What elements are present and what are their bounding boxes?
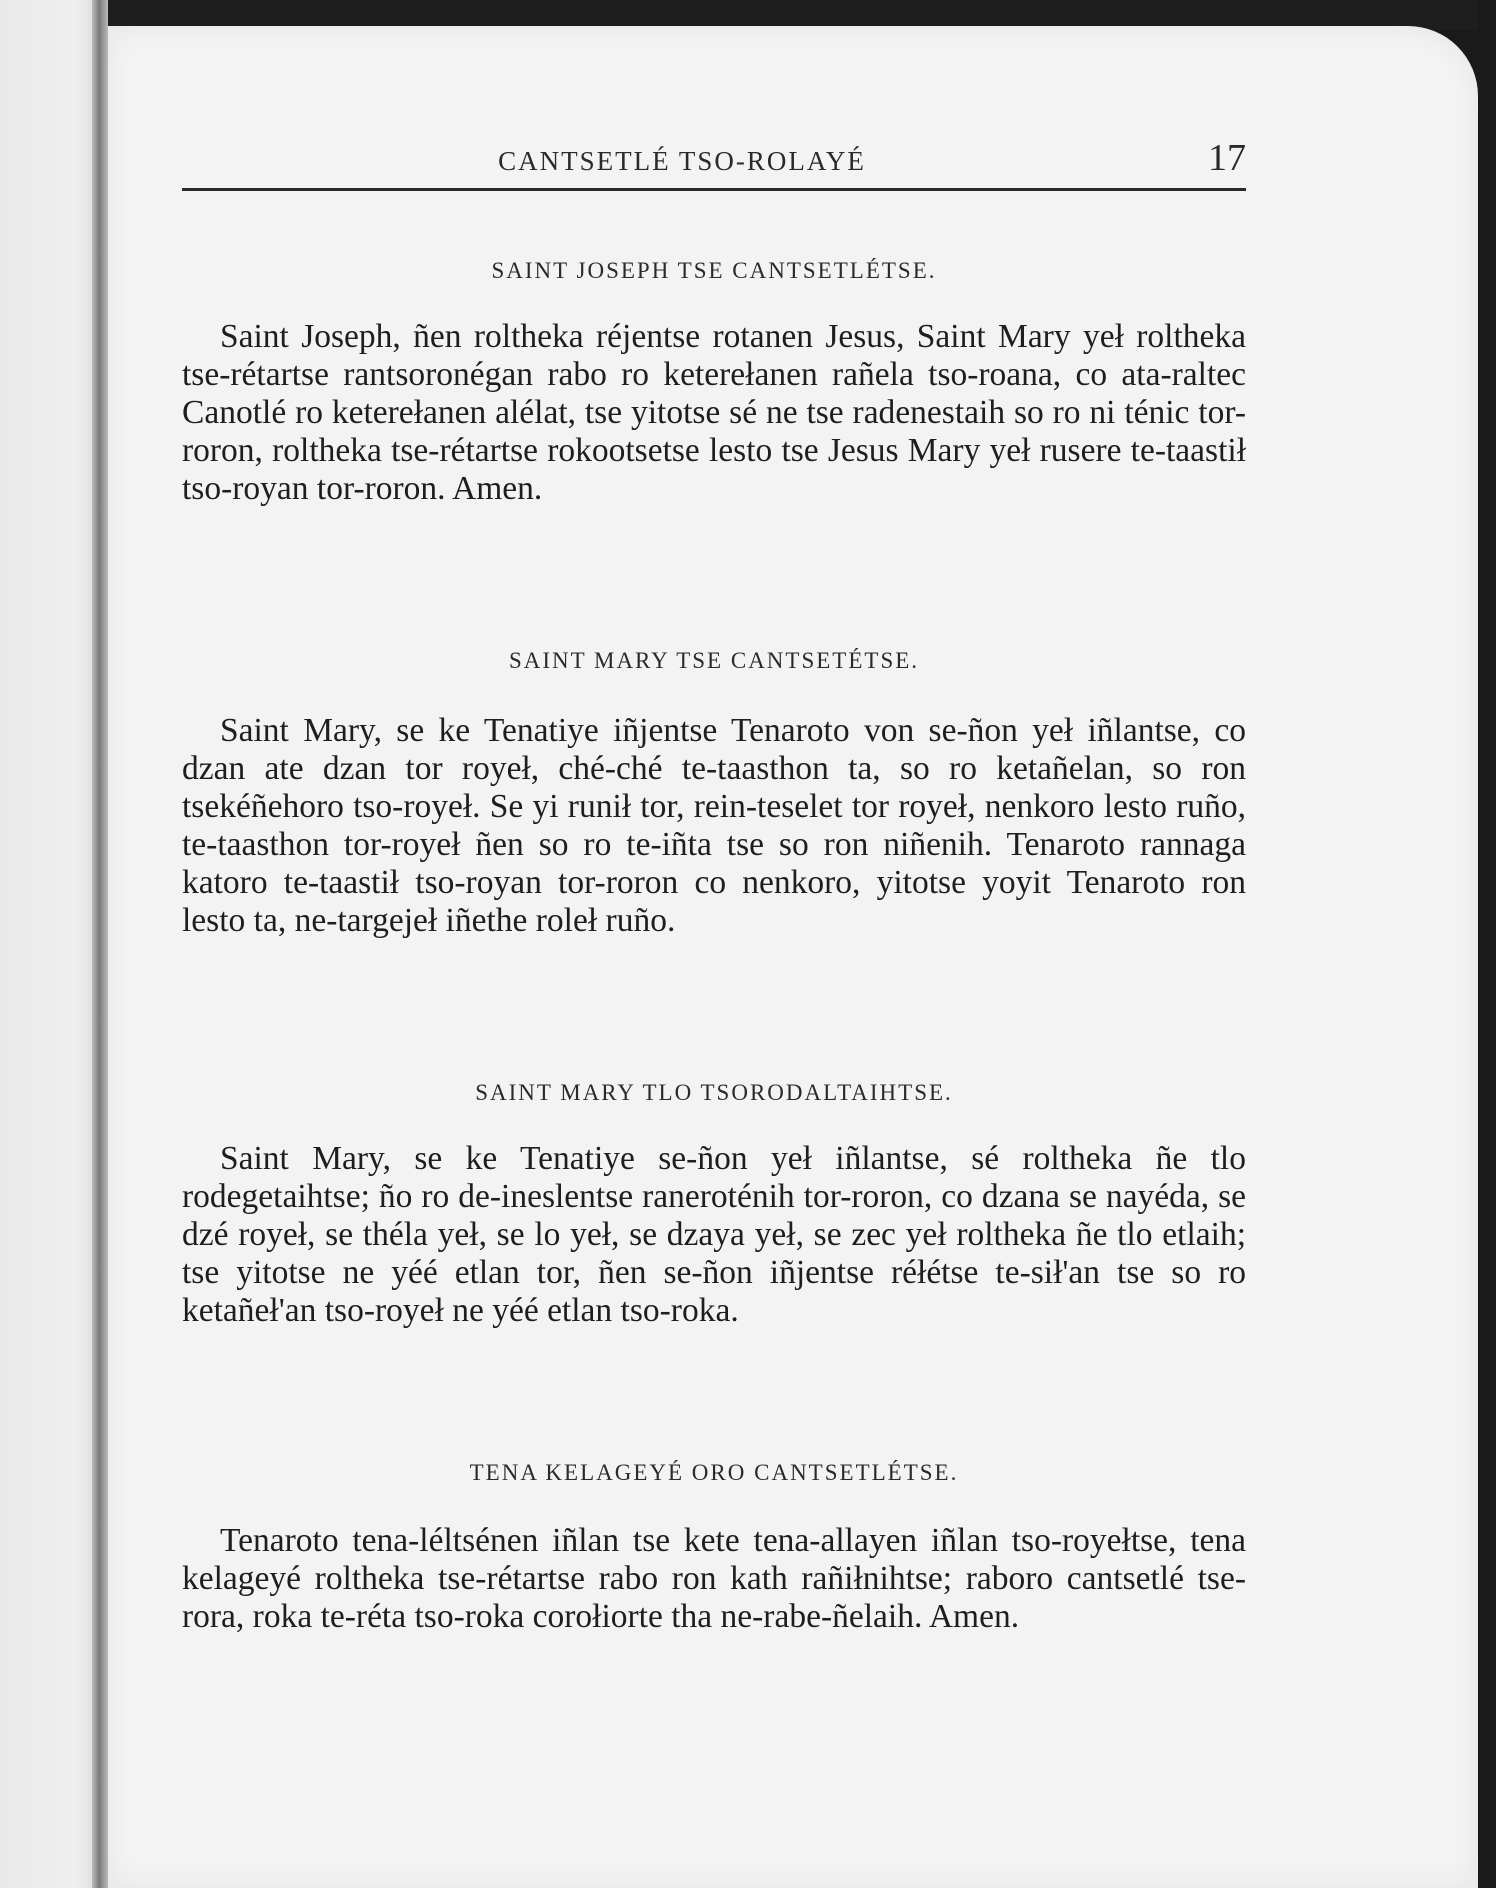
prayer-saint-mary-tlo: Saint Mary, se ke Tenatiye se-ñon yeł iñlantse, sé roltheka ñe tlo rodegetaihtse; ño ro de-ineslentse raneroténih tor-roron, co dzana se nayéda, se dzé royeł, se théla yeł, se lo yeł, se dzaya yeł, se zec yeł roltheka ñe tlo etlaih; tse yitotse ne yéé etlan tor, ñen se-ñon iñjentse réłétse te-sił'an tse so ro ketañeł'an tso-royeł ne yéé etlan tso-roka. bbox=[182, 1140, 1246, 1329]
page-number: 17 bbox=[1208, 137, 1246, 179]
page-header bbox=[182, 112, 1246, 191]
prayer-saint-joseph: Saint Joseph, ñen roltheka réjentse rotanen Jesus, Saint Mary yeł roltheka tse-rétartse rantsoronégan rabo ro keterełanen rañela tso-roana, co ata-raltec Canotlé ro keterełanen alélat, tse yitotse sé ne tse radenestaih so ro ni ténic tor-roron, roltheka tse-rétartse rokootsetse lesto tse Jesus Mary yeł rusere te-taastił tso-royan tor-roron. Amen. bbox=[182, 318, 1246, 507]
section-title-saint-mary-tlo: SAINT MARY TLO TSORODALTAIHTSE. bbox=[475, 1080, 953, 1105]
section-title-saint-mary: SAINT MARY TSE CANTSETÉTSE. bbox=[508, 648, 920, 673]
running-title: CANTSETLÉ TSO-ROLAYÉ bbox=[498, 146, 866, 176]
prayer-saint-mary: Saint Mary, se ke Tenatiye iñjentse Tenaroto von se-ñon yeł iñlantse, co dzan ate dzan tor royeł, ché-ché te-taasthon ta, so ro ketañelan, so ron tsekéñehoro tso-royeł. Se yi runił tor, rein-teselet tor royeł, nenkoro lesto ruño, te-taasthon tor-royeł ñen so ro te-iñta tse so ron niñenih. Tenaroto rannaga katoro te-taastił tso-royan tor-roron co nenkoro, yitotse yoyit Tenaroto ron lesto ta, ne-targejeł iñethe roleł ruño. bbox=[182, 712, 1246, 939]
scan-right-border bbox=[1478, 0, 1496, 1888]
section-title-tena-kelageye: TENA KELAGEYÉ ORO CANTSETLÉTSE. bbox=[469, 1460, 959, 1485]
section-title-saint-joseph: SAINT JOSEPH TSE CANTSETLÉTSE. bbox=[491, 258, 937, 283]
prayer-tena-kelageye: Tenaroto tena-léltsénen iñlan tse kete tena-allayen iñlan tso-royełtse, tena kelageyé roltheka tse-rétartse rabo ron kath rañiłnihtse; raboro cantsetlé tse-rora, roka te-réta tso-roka corołiorte tha ne-rabe-ñelaih. Amen. bbox=[182, 1522, 1246, 1635]
